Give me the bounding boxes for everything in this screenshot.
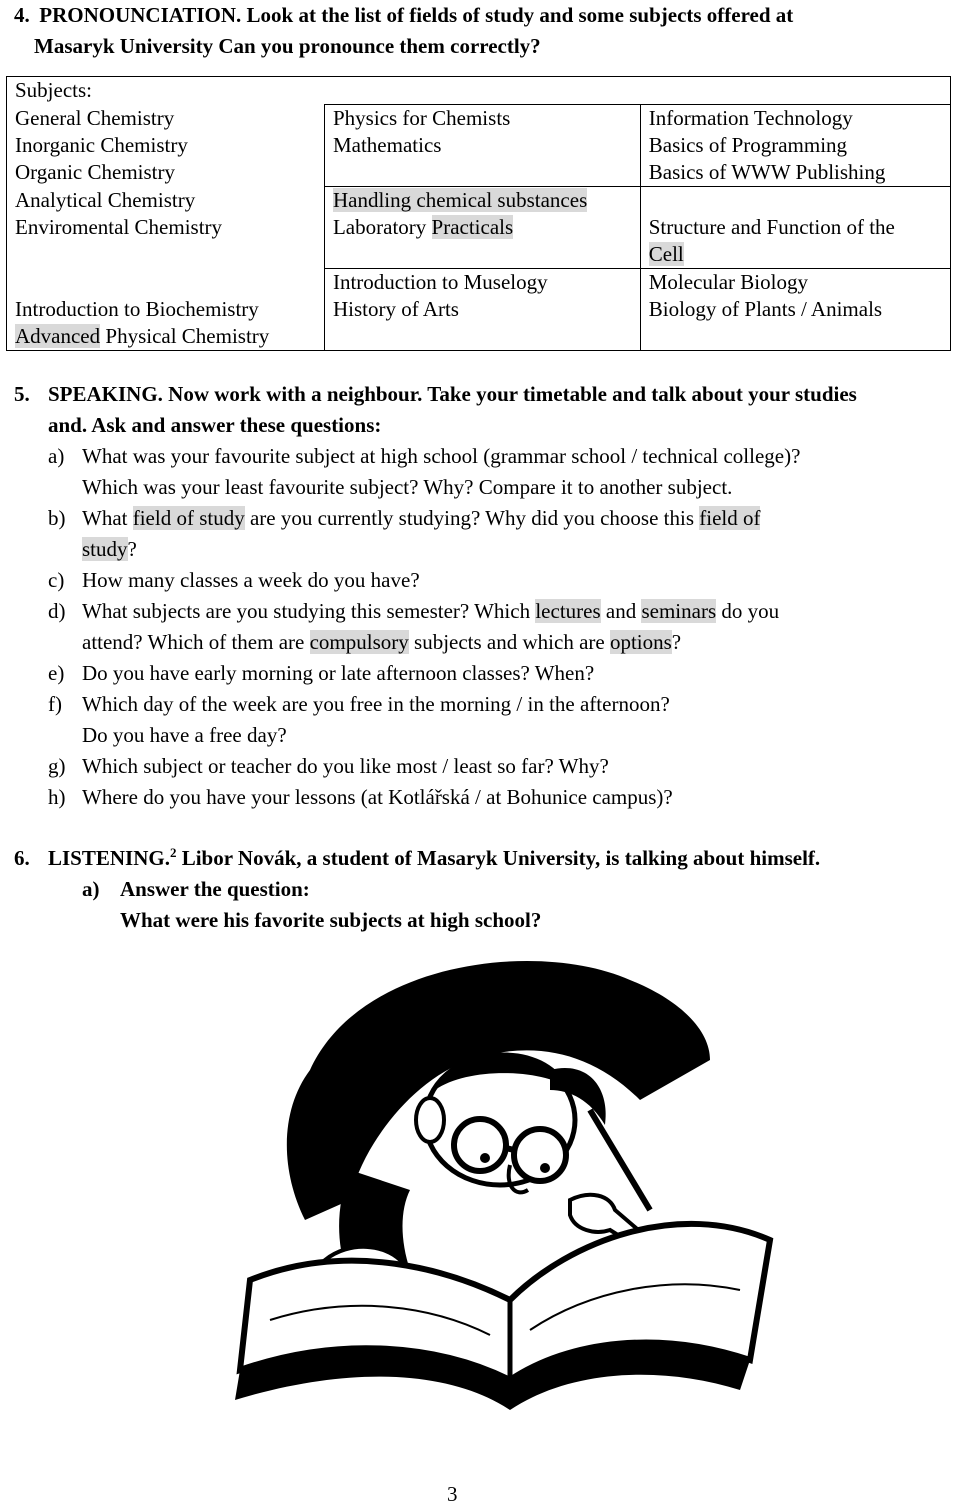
question-text: Answer the question: [120,877,310,901]
question-label: d) [48,599,66,623]
subject-item: Analytical Chemistry [15,187,196,212]
subject-item: History of Arts [332,297,459,321]
subject-item: General Chemistry [15,105,175,130]
question-text: Which day of the week are you free in the morning / in the afternoon? [82,692,670,716]
subject-item: Inorganic Chemistry [15,132,188,157]
question-text: ? [127,537,137,561]
subjects-table [6,76,951,351]
subject-item: Information Technology [648,106,853,130]
highlighted-term: compulsory [309,630,409,654]
highlighted-term: Cell [648,242,684,266]
highlighted-term: study [82,537,128,561]
question-label: b) [48,506,66,530]
highlighted-term: field of study [132,506,245,530]
section-6 [14,843,820,936]
question-text: are you currently studying? Why did you choose this [244,506,700,530]
question-label: e) [48,661,65,685]
subject-item: Basics of WWW Publishing [648,160,886,184]
section-4-title: PRONOUNCIATION. Look at the list of fields of study and some subjects offered at [39,3,794,27]
subject-item: Basics of Programming [648,133,848,157]
question-text: Do you have early morning or late afternoon classes? When? [82,661,595,685]
question-text: Which subject or teacher do you like most / least so far? Why? [82,754,609,778]
section-number: 5. [14,382,30,406]
question-label: f) [48,692,62,716]
question-text: and [600,599,642,623]
highlighted-term: Handling chemical substances [332,188,588,212]
question-label: h) [48,785,66,809]
section-number: 6. [14,846,30,870]
section-4-title-cont: Masaryk University Can you pronounce them correctly? [34,34,541,58]
question-label: g) [48,754,66,778]
section-5-title: SPEAKING. Now work with a neighbour. Take your timetable and talk about your studies [48,382,857,406]
subject-item: Physical Chemistry [100,323,270,348]
section-4-heading [14,0,793,62]
question-label: a) [48,444,65,468]
table-cell [7,187,325,269]
footnote-marker: 2 [169,845,177,860]
subject-item: Structure and Function of the [648,215,895,239]
question-text: How many classes a week do you have? [82,568,420,592]
highlighted-term: lectures [535,599,601,623]
question-text: What were his favorite subjects at high school? [120,908,542,932]
subject-item: Laboratory [332,215,432,239]
subject-item: Introduction to Biochemistry [15,296,259,321]
question-text: Which was your least favourite subject? Why? Compare it to another subject. [82,475,733,499]
question-text: Do you have a free day? [82,723,287,747]
subject-item: Introduction to Muselogy [332,270,548,294]
question-text: What subjects are you studying this semester? Which [82,599,536,623]
man-reading-book-icon [210,940,810,1440]
question-text: Where do you have your lessons (at Kotlářská / at Bohunice campus)? [82,785,673,809]
subject-item: Molecular Biology [648,270,808,294]
highlighted-term: seminars [641,599,717,623]
subject-item: Mathematics [332,133,442,157]
question-label: a) [82,877,100,901]
table-cell [324,269,640,351]
table-cell [324,105,640,187]
table-cell [640,105,950,187]
table-cell [7,105,325,187]
subject-item: Enviromental Chemistry [15,214,223,239]
table-cell [640,187,950,269]
subjects-header: Subjects: [7,77,951,105]
section-number: 4. [14,3,30,27]
subject-item: Organic Chemistry [15,159,176,184]
question-label: c) [48,568,65,592]
section-6-title: LISTENING. [48,846,170,870]
table-cell [640,269,950,351]
question-text: What was your favourite subject at high school (grammar school / technical college)? [82,444,801,468]
question-text: do you [716,599,780,623]
table-cell [324,187,640,269]
section-5-title-cont: and. Ask and answer these questions: [48,413,382,437]
highlighted-term: field of [699,506,761,530]
highlighted-term: Advanced [15,323,101,348]
question-text: subjects and which are [408,630,610,654]
section-6-text: Libor Novák, a student of Masaryk University, is talking about himself. [176,846,821,870]
question-text: attend? Which of them are [82,630,310,654]
subject-item: Physics for Chemists [332,106,511,130]
question-text: What [82,506,133,530]
page-number: 3 [447,1482,458,1506]
highlighted-term: options [609,630,672,654]
table-cell [7,269,325,351]
highlighted-term: Practicals [431,215,514,239]
section-5 [14,379,857,813]
subject-item: Biology of Plants / Animals [648,297,883,321]
question-text: ? [671,630,682,654]
